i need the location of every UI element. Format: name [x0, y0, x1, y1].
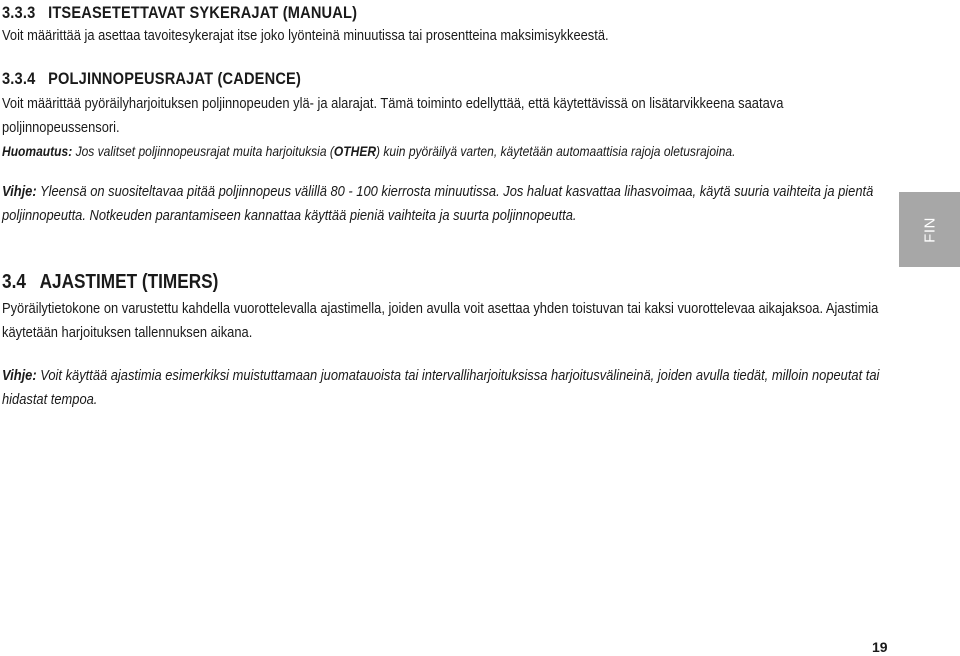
section-34-tip: [2, 364, 888, 412]
language-tab-label: FIN: [921, 216, 938, 243]
page-number: 19: [872, 639, 888, 655]
section-333-title: ITSEASETETTAVAT SYKERAJAT (MANUAL): [48, 3, 358, 22]
note-bold-other: OTHER: [333, 143, 377, 159]
note-label: Huomautus:: [2, 143, 73, 159]
section-333-heading: [2, 2, 888, 24]
tip-label-timers: Vihje:: [2, 367, 37, 384]
section-333-body: Voit määrittää ja asettaa tavoitesykerajat itse joko lyönteinä minuutissa tai prosentteina maksimisykkeestä.: [2, 27, 609, 44]
section-334-heading: [2, 68, 888, 90]
section-334-note: [2, 139, 888, 163]
section-334-title: POLJINNOPEUSRAJAT (CADENCE): [48, 69, 302, 88]
section-334-number: 3.3.4: [2, 69, 36, 88]
section-34-body: Pyöräilytietokone on varustettu kahdella vuorottelevalla ajastimella, joiden avulla voit asettaa yhden toistuvan tai kaksi vuorottelevaa aikajaksoa. Ajastimia käytetään harjoituksen tallennuksen aikana.: [2, 300, 879, 341]
section-34-heading: [2, 270, 888, 294]
section-34-number: 3.4: [2, 271, 26, 293]
tip-label-cadence: Vihje:: [2, 183, 37, 200]
tip-text-timers: Voit käyttää ajastimia esimerkiksi muistuttamaan juomatauoista tai intervalliharjoituksissa harjoitusvälineinä, joiden avulla tiedät, milloin nopeutat tai hidastat tempoa.: [2, 367, 880, 408]
section-333-number: 3.3.3: [2, 3, 36, 22]
section-334-tip: [2, 180, 888, 228]
language-tab: [899, 192, 960, 267]
tip-text-cadence: Yleensä on suositeltavaa pitää poljinnopeus välillä 80 - 100 kierrosta minuutissa. Jos haluat kasvattaa lihasvoimaa, käytä suuria vaihteita ja pientä poljinnopeutta. Notkeuden parantamiseen kannattaa käyttää pieniä vaihteita ja suurta poljinnopeutta.: [2, 183, 874, 224]
note-text-1: Jos valitset poljinnopeusrajat muita harjoituksia (: [72, 143, 334, 159]
section-334-body: Voit määrittää pyöräilyharjoituksen poljinnopeuden ylä- ja alarajat. Tämä toiminto edellyttää, että käytettävissä on lisätarvikkeena saatava poljinnopeussensori.: [2, 95, 784, 136]
note-text-2: ) kuin pyöräilyä varten, käytetään automaattisia rajoja oletusrajoina.: [376, 143, 736, 159]
section-34-title: AJASTIMET (TIMERS): [39, 271, 219, 293]
